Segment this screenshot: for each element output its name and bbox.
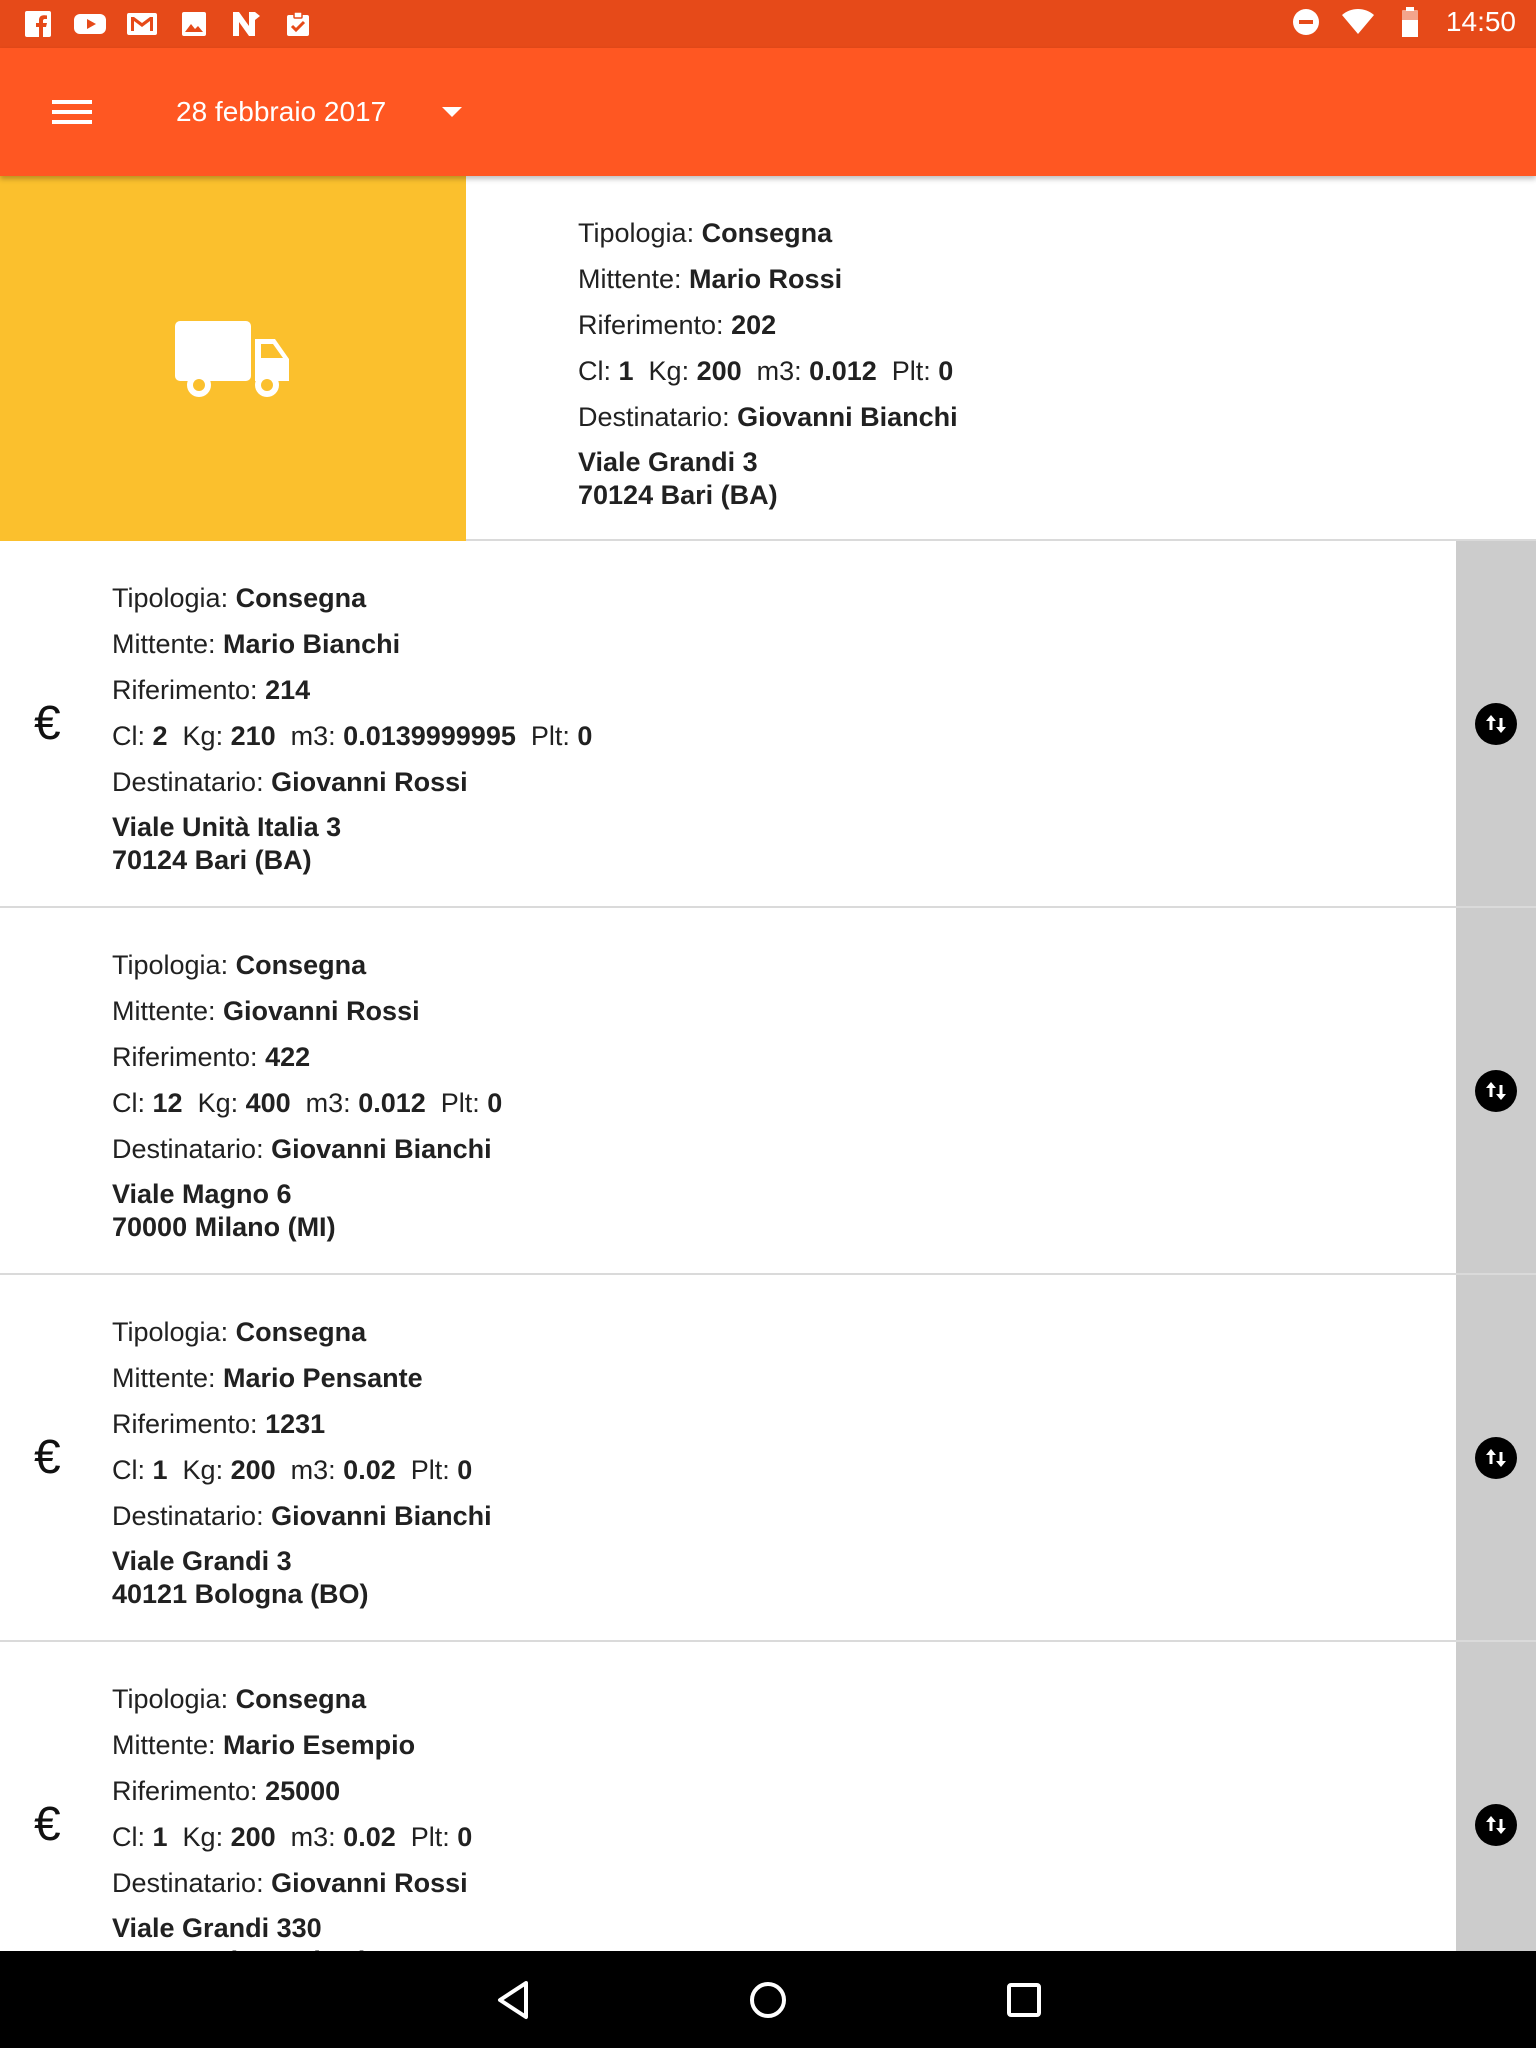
mittente-line: Mittente: Mario Bianchi: [112, 629, 401, 659]
facebook-icon: [22, 8, 54, 40]
hamburger-menu-icon: [52, 98, 92, 126]
list-item[interactable]: [0, 541, 1536, 908]
app-bar: [0, 48, 1536, 176]
tipologia-line: Tipologia: Consegna: [112, 950, 367, 980]
task-icon: [282, 8, 314, 40]
swap-button[interactable]: [1475, 1070, 1517, 1112]
address-street: Viale Magno 6: [112, 1179, 292, 1209]
swap-vertical-icon: [1483, 711, 1509, 737]
destinatario-line: Destinatario: Giovanni Bianchi: [112, 1501, 492, 1531]
featured-delivery[interactable]: [0, 176, 1536, 541]
youtube-icon: [74, 8, 106, 40]
tipologia-line: Tipologia: Consegna: [112, 583, 367, 613]
quantities-line: Cl: 2 Kg: 210 m3: 0.0139999995 Plt: 0: [112, 721, 593, 751]
address-city: 70124 Bari (BA): [112, 845, 312, 875]
back-icon: [495, 1980, 531, 2020]
date-label: 28 febbraio 2017: [176, 96, 387, 127]
item-details: [112, 942, 502, 1244]
swap-vertical-icon: [1483, 1445, 1509, 1471]
riferimento-line: Riferimento: 422: [112, 1042, 311, 1072]
address-street: Viale Unità Italia 3: [112, 812, 342, 842]
gmail-icon: [126, 8, 158, 40]
item-details: [112, 1676, 472, 1978]
quantities-line: Cl: 1 Kg: 200 m3: 0.02 Plt: 0: [112, 1455, 473, 1485]
system-icons: [1290, 6, 1516, 38]
n-app-icon: [230, 8, 262, 40]
battery-icon: [1394, 6, 1426, 38]
date-dropdown[interactable]: [176, 86, 462, 138]
address-city: 70124 Bari (BA): [578, 480, 778, 510]
tipologia-line: Tipologia: Consegna: [112, 1684, 367, 1714]
address-street: Viale Grandi 3: [578, 447, 758, 477]
riferimento-line: Riferimento: 25000: [112, 1776, 341, 1806]
quantities-line: Cl: 1 Kg: 200 m3: 0.012 Plt: 0: [578, 356, 954, 386]
back-button[interactable]: [488, 1975, 538, 2025]
wifi-icon: [1342, 6, 1374, 38]
tipologia-line: Tipologia: Consegna: [112, 1317, 367, 1347]
address-city: 70000 Milano (MI): [112, 1212, 336, 1242]
status-bar: [0, 0, 1536, 48]
riferimento-line: Riferimento: 1231: [112, 1409, 326, 1439]
mittente-line: Mittente: Mario Pensante: [112, 1363, 423, 1393]
address-city: 40121 Bologna (BO): [112, 1579, 369, 1609]
item-action-panel: [1456, 908, 1536, 1273]
quantities-line: Cl: 12 Kg: 400 m3: 0.012 Plt: 0: [112, 1088, 503, 1118]
list-item[interactable]: [0, 908, 1536, 1275]
tipologia-line: Tipologia: Consegna: [578, 218, 833, 248]
riferimento-line: Riferimento: 202: [578, 310, 777, 340]
do-not-disturb-icon: [1290, 6, 1322, 38]
mittente-line: Mittente: Mario Esempio: [112, 1730, 416, 1760]
truck-icon: [175, 317, 291, 401]
home-icon: [748, 1980, 788, 2020]
swap-vertical-icon: [1483, 1078, 1509, 1104]
item-action-panel: [1456, 1275, 1536, 1640]
payment-euro-icon: [34, 908, 84, 1273]
address-street: Viale Grandi 330: [112, 1913, 322, 1943]
quantities-line: Cl: 1 Kg: 200 m3: 0.02 Plt: 0: [112, 1822, 473, 1852]
photos-icon: [178, 8, 210, 40]
recents-icon: [1006, 1982, 1042, 2018]
mittente-line: Mittente: Mario Rossi: [578, 264, 843, 294]
payment-euro-icon: €: [34, 1431, 61, 1484]
destinatario-line: Destinatario: Giovanni Bianchi: [112, 1134, 492, 1164]
clock: 14:50: [1445, 6, 1516, 37]
swap-vertical-icon: [1483, 1812, 1509, 1838]
payment-euro-icon: €: [34, 697, 61, 750]
payment-euro-icon: €: [34, 1798, 61, 1851]
address-street: Viale Grandi 3: [112, 1546, 292, 1576]
navigation-bar: [0, 1951, 1536, 2048]
item-details: [112, 1309, 492, 1611]
featured-details: [578, 210, 958, 512]
list-item[interactable]: [0, 1275, 1536, 1642]
destinatario-line: Destinatario: Giovanni Bianchi: [578, 402, 958, 432]
swap-button[interactable]: [1475, 703, 1517, 745]
dropdown-arrow-icon: [442, 107, 462, 117]
riferimento-line: Riferimento: 214: [112, 675, 311, 705]
swap-button[interactable]: [1475, 1437, 1517, 1479]
recents-button[interactable]: [999, 1975, 1049, 2025]
mittente-line: Mittente: Giovanni Rossi: [112, 996, 420, 1026]
destinatario-line: Destinatario: Giovanni Rossi: [112, 1868, 468, 1898]
item-details: [112, 575, 592, 877]
delivery-type-tile: [0, 176, 466, 541]
menu-button[interactable]: [34, 88, 110, 136]
destinatario-line: Destinatario: Giovanni Rossi: [112, 767, 468, 797]
home-button[interactable]: [743, 1975, 793, 2025]
item-action-panel: [1456, 541, 1536, 906]
swap-button[interactable]: [1475, 1804, 1517, 1846]
delivery-list[interactable]: [0, 541, 1536, 1951]
notification-icons: [22, 8, 314, 40]
